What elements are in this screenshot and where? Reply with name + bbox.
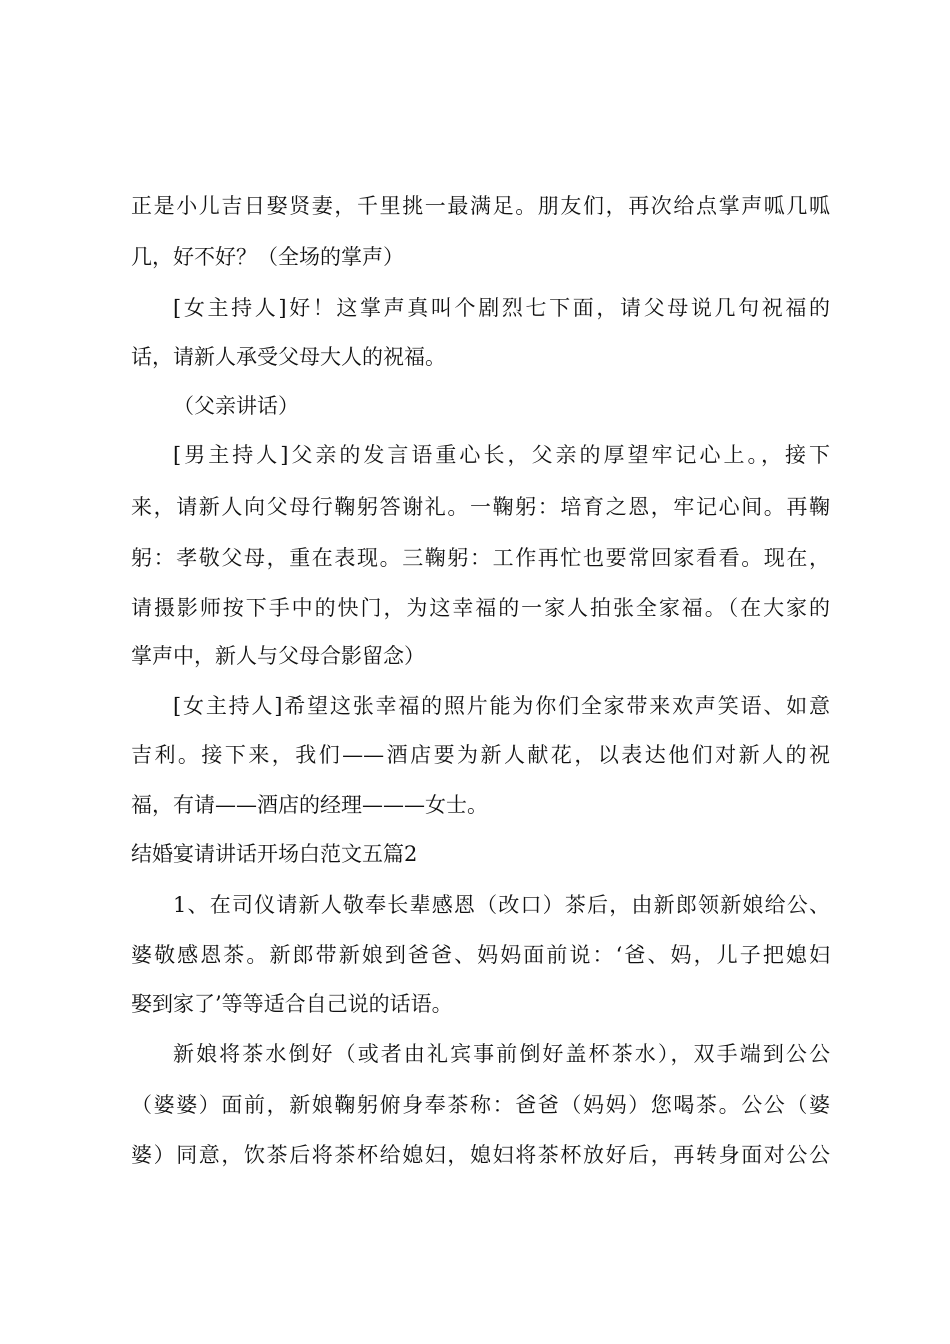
paragraph-line: 躬：孝敬父母，重在表现。三鞠躬：工作再忙也要常回家看看。现在， xyxy=(131,546,830,570)
paragraph-line: 话，请新人承受父母大人的祝福。 xyxy=(131,345,446,369)
section-heading: 结婚宴请讲话开场白范文五篇2 xyxy=(131,842,418,866)
paragraph-line: 新娘将茶水倒好（或者由礼宾事前倒好盖杯茶水），双手端到公公 xyxy=(173,1042,830,1066)
paragraph-line: 婆敬感恩茶。新郎带新娘到爸爸、妈妈面前说：‘爸、妈，儿子把媳妇 xyxy=(131,943,830,967)
paragraph-line: 娶到家了’等等适合自己说的话语。 xyxy=(131,992,453,1016)
paragraph-line: 来，请新人向父母行鞠躬答谢礼。一鞠躬：培育之恩，牢记心间。再鞠 xyxy=(131,495,830,519)
paragraph-line: 吉利。接下来，我们——酒店要为新人献花，以表达他们对新人的祝 xyxy=(131,743,830,767)
paragraph-line: 正是小儿吉日娶贤妻，千里挑一最满足。朋友们，再次给点掌声呱几呱 xyxy=(131,194,830,218)
paragraph-line: 请摄影师按下手中的快门，为这幸福的一家人拍张全家福。（在大家的 xyxy=(131,596,830,620)
paragraph-line: 几，好不好？（全场的掌声） xyxy=(131,245,404,269)
paragraph-line: （婆婆）面前，新娘鞠躬俯身奉茶称：爸爸（妈妈）您喝茶。公公（婆 xyxy=(131,1093,830,1117)
paragraph-line: 福，有请——酒店的经理———女士。 xyxy=(131,793,488,817)
paragraph-line: 1、在司仪请新人敬奉长辈感恩（改口）茶后，由新郎领新娘给公、 xyxy=(173,893,830,917)
paragraph-line: （父亲讲话） xyxy=(173,394,299,418)
paragraph-line: [女主持人]好！这掌声真叫个剧烈七下面，请父母说几句祝福的 xyxy=(173,296,830,320)
paragraph-line: 掌声中，新人与父母合影留念） xyxy=(131,644,425,668)
paragraph-line: [男主持人]父亲的发言语重心长，父亲的厚望牢记心上。，接下 xyxy=(173,443,830,467)
paragraph-line: [女主持人]希望这张幸福的照片能为你们全家带来欢声笑语、如意 xyxy=(173,694,830,718)
paragraph-line: 婆）同意，饮茶后将茶杯给媳妇，媳妇将茶杯放好后，再转身面对公公 xyxy=(131,1143,830,1167)
